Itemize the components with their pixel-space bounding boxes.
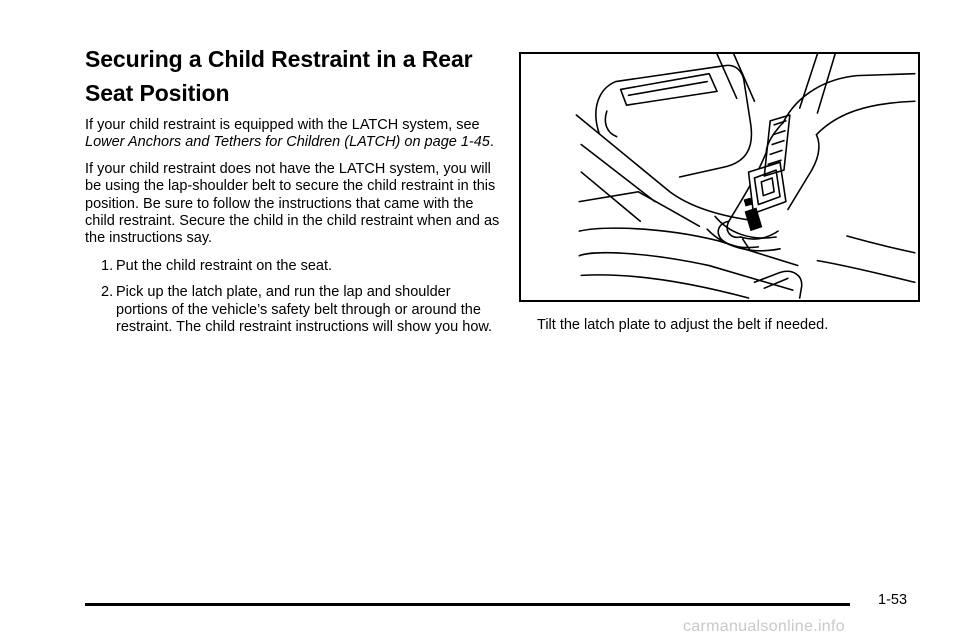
latch-plate-drawing <box>521 54 918 300</box>
latch-paragraph <box>85 117 505 152</box>
section-heading <box>85 42 505 110</box>
latch-plate-illustration <box>519 52 920 302</box>
latch-paragraph-end: . <box>489 134 494 151</box>
step-item <box>85 284 505 336</box>
step-text: Pick up the latch plate, and run the lap and shoulder portions of the vehicle’s safety belt through or around the restraint. The child restraint instructions will show you how. <box>116 284 493 336</box>
step-number: 1. <box>101 257 114 274</box>
footer-rule <box>85 603 850 606</box>
step-item <box>85 258 505 275</box>
latch-page-reference[interactable]: Lower Anchors and Tethers for Children (LATCH) on page 1-45 <box>85 134 490 151</box>
main-text-column <box>85 42 505 345</box>
instruction-steps <box>85 258 505 337</box>
latch-paragraph-text: If your child restraint is equipped with the LATCH system, see <box>85 117 480 133</box>
no-latch-paragraph: If your child restraint does not have the LATCH system, you will be using the lap-shoulder belt to secure the child restraint in this position. Be sure to follow the instructions that came with the child restraint. Secure the child in the child restraint when and as the instructions say. <box>85 160 500 247</box>
step-number: 2. <box>101 284 114 301</box>
heading-line-1: Securing a Child Restraint in a Rear <box>85 46 473 72</box>
step-text: Put the child restraint on the seat. <box>116 257 333 274</box>
site-watermark: carmanualsonline.info <box>683 618 845 635</box>
figure-caption: Tilt the latch plate to adjust the belt if needed. <box>537 317 829 333</box>
page-number: 1-53 <box>878 592 908 608</box>
heading-line-2: Seat Position <box>85 80 230 106</box>
